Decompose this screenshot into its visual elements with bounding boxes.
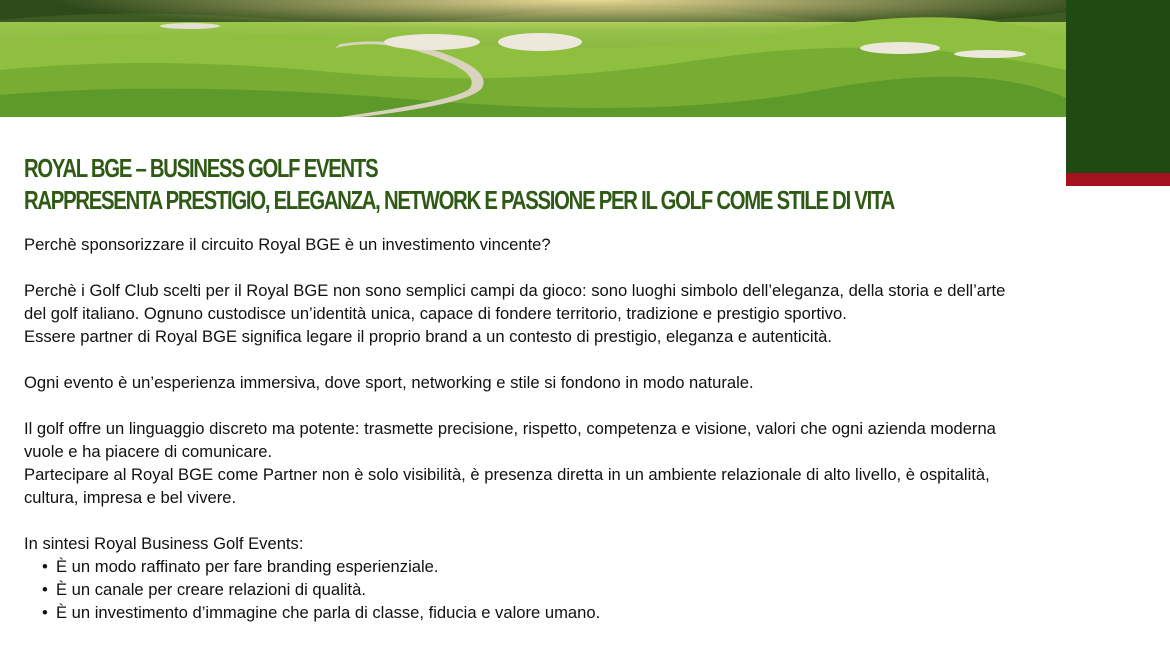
slide-subtitle: RAPPRESENTA PRESTIGIO, ELEGANZA, NETWORK E PASSIONE PER IL GOLF COME STILE DI VITA xyxy=(24,185,895,215)
summary-bullet-list xyxy=(24,555,1084,624)
paragraph-line: del golf italiano. Ognuno custodisce un’identità unica, capace di fondere territorio, tradizione e prestigio sportivo. xyxy=(24,304,847,323)
accent-red-stripe xyxy=(1066,173,1170,186)
paragraph-line: vuole e ha piacere di comunicare. xyxy=(24,442,273,461)
body-text xyxy=(24,233,1084,624)
bullet-item: • È un investimento d’immagine che parla di classe, fiducia e valore umano. xyxy=(42,601,1084,624)
bullet-item: • È un canale per creare relazioni di qualità. xyxy=(42,578,1084,601)
title-block xyxy=(24,152,1054,216)
intro-question: Perchè sponsorizzare il circuito Royal BGE è un investimento vincente? xyxy=(24,235,551,254)
paragraph-line: cultura, impresa e bel vivere. xyxy=(24,488,237,507)
accent-green-block xyxy=(1066,0,1170,173)
summary-intro: In sintesi Royal Business Golf Events: xyxy=(24,534,304,553)
bullet-item: • È un modo raffinato per fare branding esperienziale. xyxy=(42,555,1084,578)
paragraph-line: Essere partner di Royal BGE significa legare il proprio brand a un contesto di prestigio, eleganza e autenticità. xyxy=(24,327,833,346)
paragraph-line: Perchè i Golf Club scelti per il Royal BGE non sono semplici campi da gioco: sono luoghi simbolo dell’eleganza, della storia e dell’arte xyxy=(24,281,1006,300)
paragraph-line: Partecipare al Royal BGE come Partner non è solo visibilità, è presenza diretta in un ambiente relazionale di alto livello, è ospitalità, xyxy=(24,465,990,484)
paragraph-line: Il golf offre un linguaggio discreto ma potente: trasmette precisione, rispetto, competenza e visione, valori che ogni azienda moderna xyxy=(24,419,996,438)
slide-title: ROYAL BGE – BUSINESS GOLF EVENTS xyxy=(24,153,378,183)
paragraph-line: Ogni evento è un’esperienza immersiva, dove sport, networking e stile si fondono in modo naturale. xyxy=(24,373,754,392)
golf-course-banner-image xyxy=(0,0,1066,117)
